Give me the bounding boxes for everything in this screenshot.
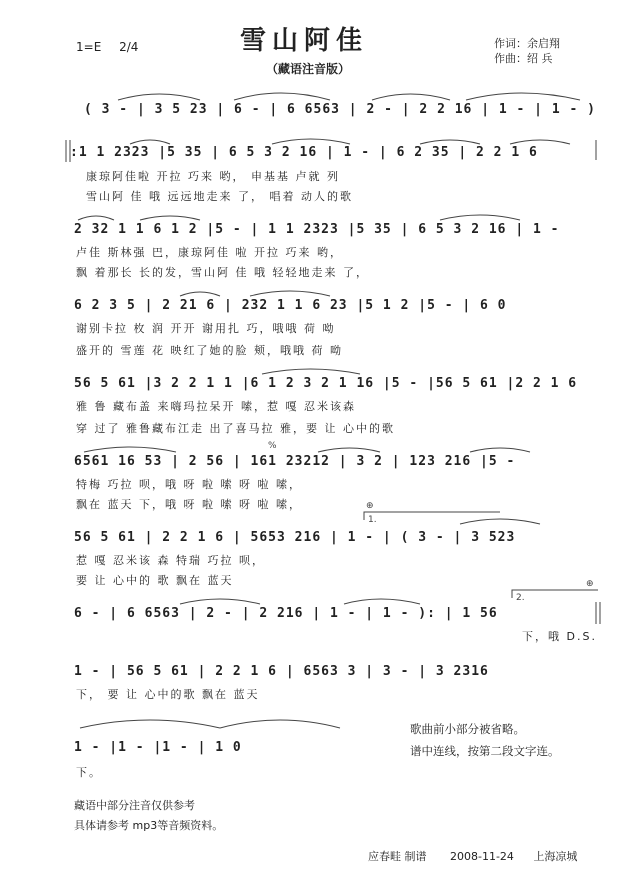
slur <box>234 93 330 100</box>
score-line-2-lyric-1: 康琼阿佳啦 开拉 巧来 哟， 申基基 卢就 列 <box>86 170 340 183</box>
score-line-6-lyric-1: 特梅 巧拉 呗，哦 呀 啦 嗦 呀 啦 嗦， <box>76 478 302 491</box>
coda-icon: ⊕ <box>366 501 374 511</box>
slur <box>272 139 350 144</box>
score-line-10-notes: 1 - |1 - |1 - | 1 0 <box>74 740 242 755</box>
key-text: 1=E <box>76 40 102 54</box>
score-line-8-notes: 6 - | 6 6563 | 2 - | 2 216 | 1 - | 1 - ): | 1 56 <box>74 606 498 621</box>
coda-icon: ⊕ <box>586 579 594 589</box>
slur <box>140 216 200 220</box>
slur <box>80 720 220 728</box>
slur <box>250 291 330 296</box>
score-line-7-notes: 56 5 61 | 2 2 1 6 | 5653 216 | 1 - | ( 3 - | 3 523 <box>74 530 516 545</box>
slur <box>466 93 580 100</box>
volta-bracket <box>512 590 598 598</box>
slur <box>180 292 220 296</box>
footer-place: 上海凉城 <box>533 850 578 863</box>
score-line-3-lyric-1: 卢佳 斯林强 巴，康琼阿佳 啦 开拉 巧来 哟， <box>76 246 343 259</box>
score-line-2-lyric-2: 雪山阿 佳 哦 远远地走来 了， 唱着 动人的歌 <box>86 190 353 203</box>
score-line-9-lyric-1: 下， 要 让 心中的歌 飘在 蓝天 <box>76 688 260 701</box>
slur <box>470 448 530 452</box>
score-line-4-notes: 6 2 3 5 | 2 21 6 | 232 1 1 6 23 |5 1 2 |5 - | 6 0 <box>74 298 507 313</box>
score-line-10-lyric-1: 下。 <box>76 766 102 779</box>
repeat-bar <box>66 140 70 162</box>
slur <box>372 94 450 100</box>
bar-end <box>596 602 600 624</box>
score-line-5-lyric-2: 穿 过了 雅鲁藏布江走 出了喜马拉 雅，要 让 心中的歌 <box>76 422 395 435</box>
remark-1: 歌曲前小部分被省略。 <box>410 722 525 736</box>
score-line-3-notes: 2 32 1 1 6 1 2 |5 - | 1 1 2323 |5 35 | 6 5 3 2 16 | 1 - <box>74 222 560 237</box>
song-subtitle: （藏语注音版） <box>266 62 351 76</box>
slur <box>510 140 570 144</box>
footer-date: 2008-11-24 <box>450 850 514 863</box>
time-signature: 2/4 <box>119 40 139 54</box>
footer-maker: 应春畦 制谱 <box>368 850 427 863</box>
composer: 作曲：绍 兵 <box>494 52 553 65</box>
slur <box>78 216 114 220</box>
score-line-8-lyric-1: 下，哦 D.S. <box>522 630 597 643</box>
slur <box>130 140 170 144</box>
slur <box>440 215 520 220</box>
score-line-9-notes: 1 - | 56 5 61 | 2 2 1 6 | 6563 3 | 3 - | 3 2316 <box>74 664 489 679</box>
score-line-6-notes: 6561 16 53 | 2 56 | 161 23212 | 3 2 | 123 216 |5 - <box>74 454 516 469</box>
slur <box>262 369 360 374</box>
song-title: 雪山阿佳 <box>240 26 369 56</box>
slur <box>118 94 200 100</box>
score-line-4-lyric-1: 谢别卡拉 枚 润 开开 谢用扎 巧，哦哦 荷 呦 <box>76 322 336 335</box>
footnote-2: 具体请参考 mp3等音频资料。 <box>74 819 224 832</box>
score-line-2-notes: :1 1 2323 |5 35 | 6 5 3 2 16 | 1 - | 6 2 35 | 2 2 1 6 <box>70 145 538 160</box>
slur <box>460 519 540 524</box>
volta-1-label: 1. <box>368 515 377 525</box>
volta-bracket <box>364 512 500 520</box>
score-line-5-notes: 56 5 61 |3 2 2 1 1 |6 1 2 3 2 1 16 |5 - |56 5 61 |2 2 1 6 <box>74 376 578 391</box>
lyricist: 作词：余启翔 <box>494 37 560 50</box>
score-line-1-notes: ( 3 - | 3 5 23 | 6 - | 6 6563 | 2 - | 2 2 16 | 1 - | 1 - ) <box>84 102 596 117</box>
score-line-5-lyric-1: 雅 鲁 藏布盖 来嗨玛拉呆开 嗦，惹 嘎 忍米该森 <box>76 400 356 413</box>
score-line-6-lyric-2: 飘在 蓝天 下，哦 呀 啦 嗦 呀 啦 嗦， <box>76 498 302 511</box>
slur <box>180 599 260 604</box>
slur <box>220 720 340 728</box>
score-line-4-lyric-2: 盛开的 雪莲 花 映红了她的脸 颊，哦哦 荷 呦 <box>76 344 343 357</box>
slur <box>344 599 420 604</box>
footnote-1: 藏语中部分注音仅供参考 <box>74 799 195 812</box>
slur <box>318 448 380 452</box>
score-line-3-lyric-2: 飘 着那长 长的发，雪山阿 佳 哦 轻轻地走来 了， <box>76 266 369 279</box>
slur <box>420 140 480 144</box>
remark-2: 谱中连线，按第二段文字连。 <box>410 744 560 758</box>
segno-icon: % <box>268 441 277 451</box>
slur <box>84 447 176 452</box>
volta-2-label: 2. <box>516 593 525 603</box>
score-line-7-lyric-2: 要 让 心中的 歌 飘在 蓝天 <box>76 574 234 587</box>
score-line-7-lyric-1: 惹 嘎 忍米该 森 特瑞 巧拉 呗， <box>76 554 265 567</box>
